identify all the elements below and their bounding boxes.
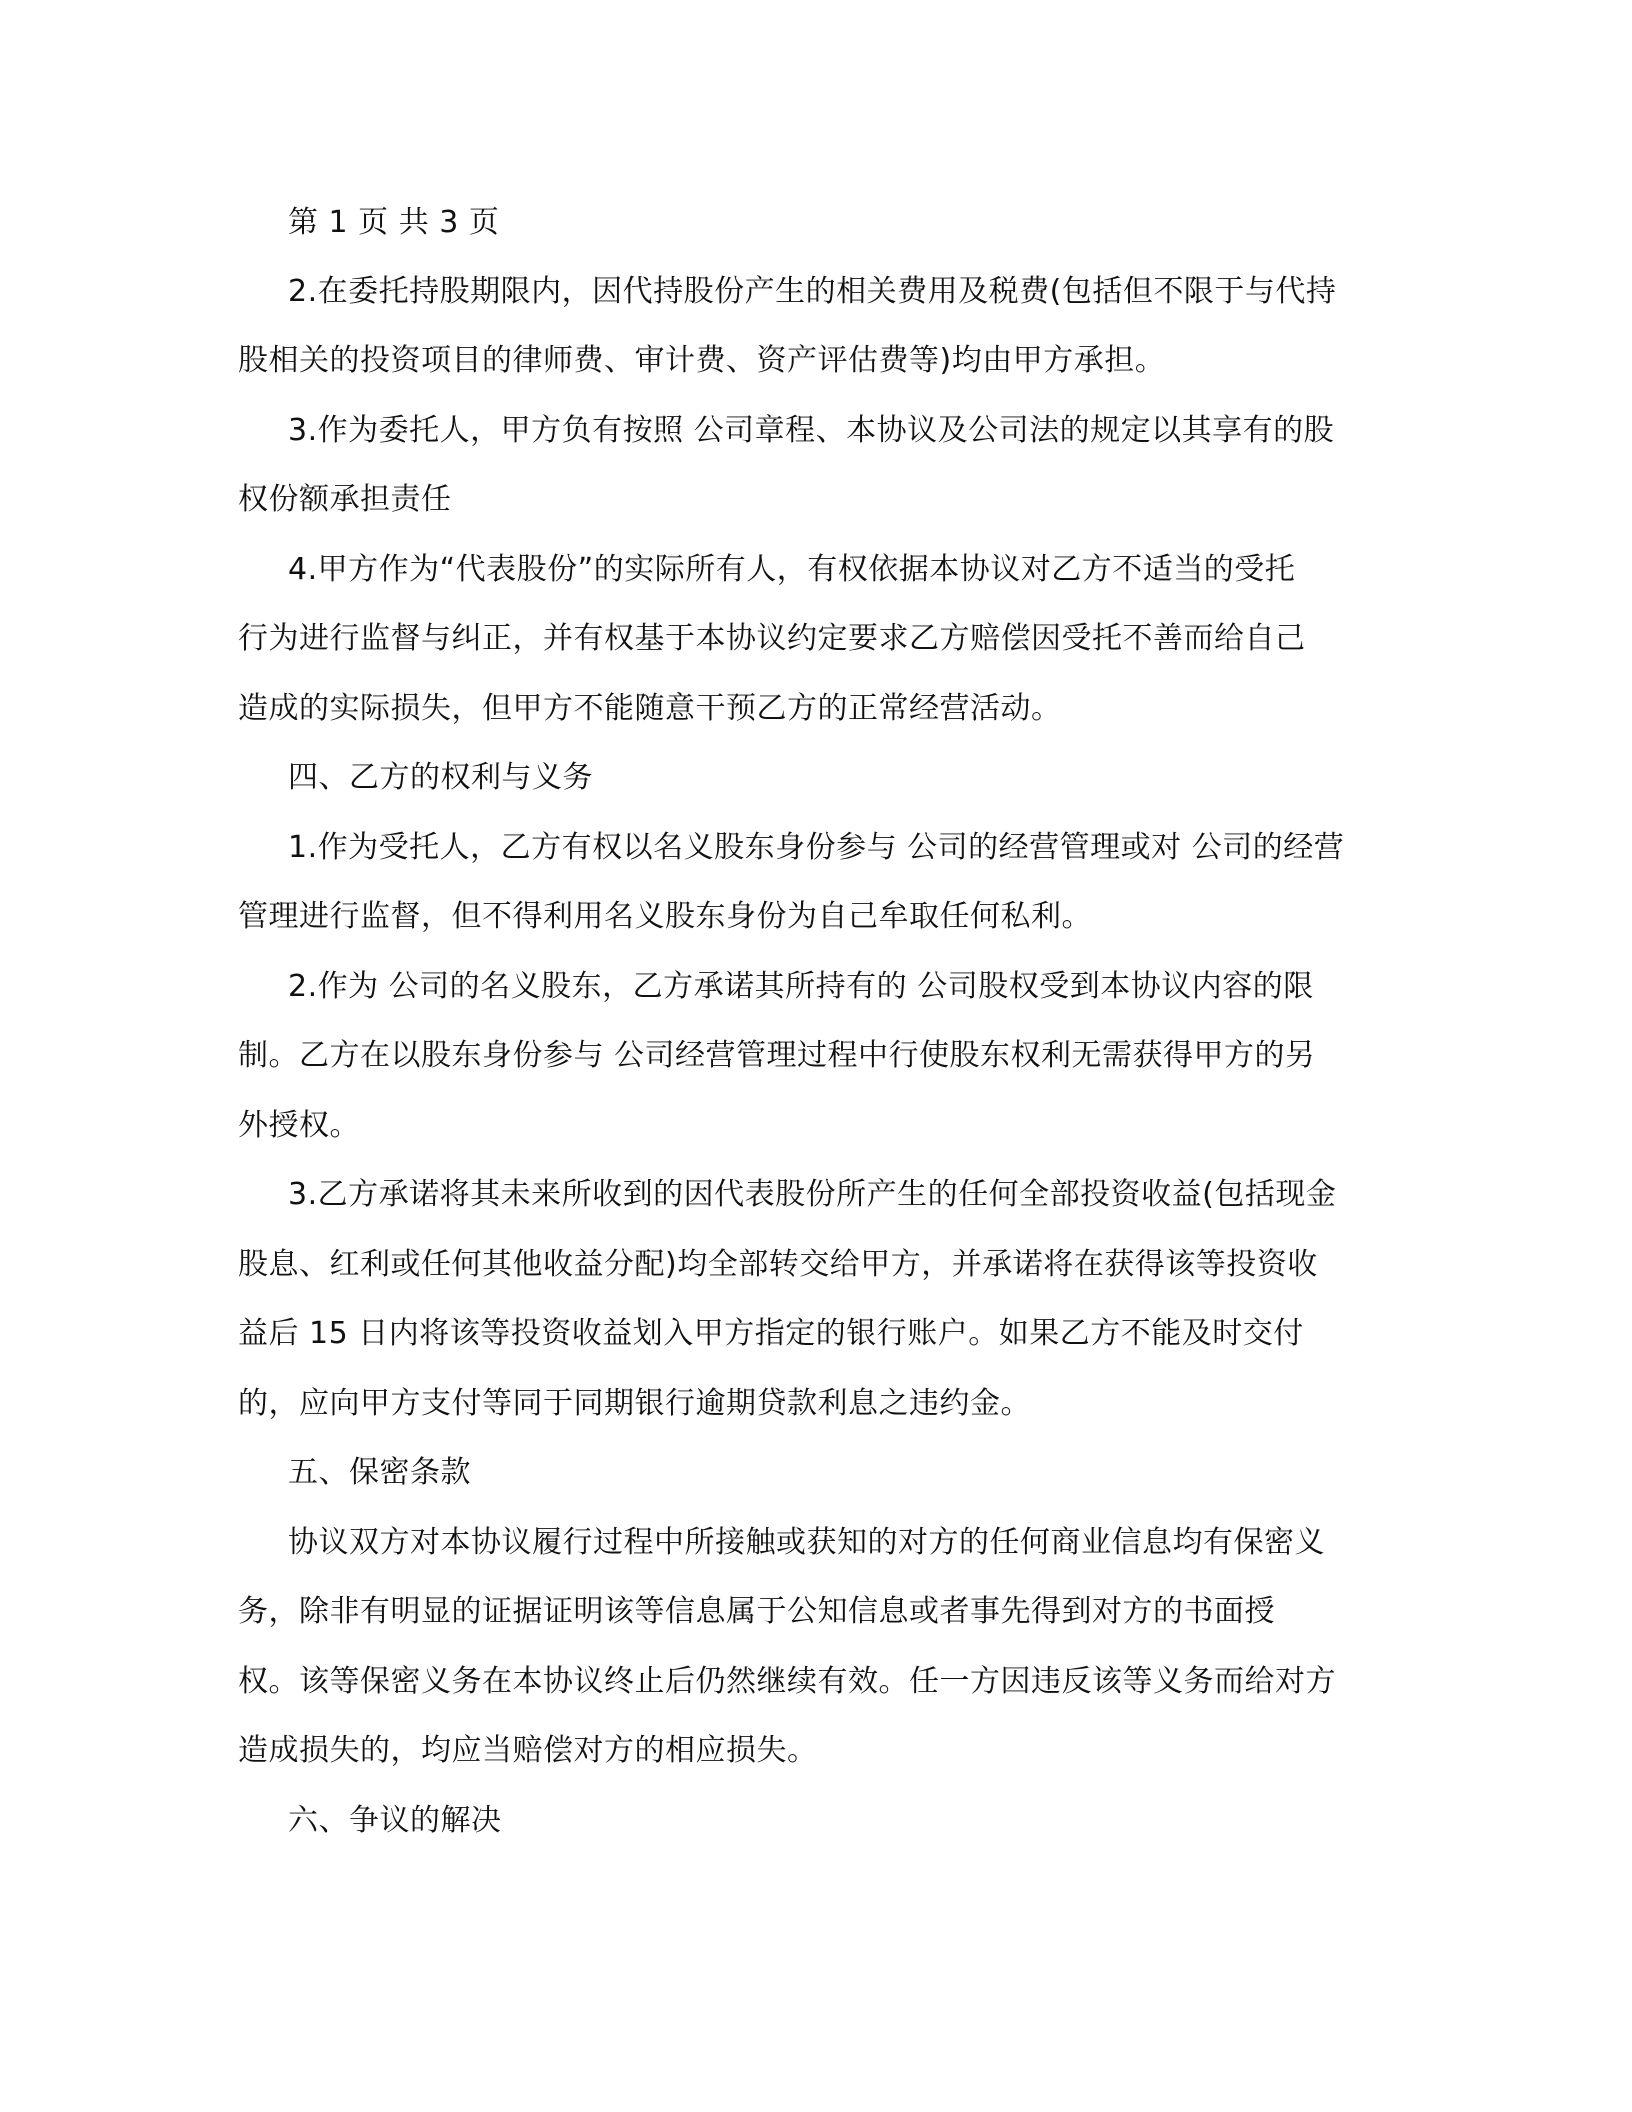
clause-5-line-3: 权。该等保密义务在本协议终止后仍然继续有效。任一方因违反该等义务而给对方 [238,1664,1336,1699]
clause-3-2-line-1: 2.在委托持股期限内，因代持股份产生的相关费用及税费(包括但不限于与代持 [288,274,1337,309]
clause-3-4-line-1: 4.甲方作为“代表股份”的实际所有人，有权依据本协议对乙方不适当的受托 [288,552,1296,587]
clause-3-3-line-2: 权份额承担责任 [238,482,452,517]
clause-4-3-line-3: 益后 15 日内将该等投资收益划入甲方指定的银行账户。如果乙方不能及时交付 [238,1316,1304,1351]
section-4-heading: 四、乙方的权利与义务 [288,760,593,795]
clause-3-2-line-2: 股相关的投资项目的律师费、审计费、资产评估费等)均由甲方承担。 [238,343,1166,378]
clause-3-4-line-3: 造成的实际损失，但甲方不能随意干预乙方的正常经营活动。 [238,691,1062,726]
clause-4-2-line-2: 制。乙方在以股东身份参与 公司经营管理过程中行使股东权利无需获得甲方的另 [238,1038,1316,1073]
clause-5-line-4: 造成损失的，均应当赔偿对方的相应损失。 [238,1733,818,1768]
clause-4-3-line-2: 股息、红利或任何其他收益分配)均全部转交给甲方，并承诺将在获得该等投资收 [238,1247,1318,1282]
clause-3-4-line-2: 行为进行监督与纠正，并有权基于本协议约定要求乙方赔偿因受托不善而给自己 [238,621,1306,656]
clause-4-2-line-1: 2.作为 公司的名义股东，乙方承诺其所持有的 公司股权受到本协议内容的限 [288,969,1314,1004]
section-6-heading: 六、争议的解决 [288,1803,502,1838]
clause-5-line-1: 协议双方对本协议履行过程中所接触或获知的对方的任何商业信息均有保密义 [288,1525,1325,1560]
clause-4-3-line-4: 的，应向甲方支付等同于同期银行逾期贷款利息之违约金。 [238,1386,1031,1421]
clause-4-2-line-3: 外授权。 [238,1108,360,1143]
clause-3-3-line-1: 3.作为委托人，甲方负有按照 公司章程、本协议及公司法的规定以其享有的股 [288,413,1335,448]
section-5-heading: 五、保密条款 [288,1455,471,1490]
clause-4-3-line-1: 3.乙方承诺将其未来所收到的因代表股份所产生的任何全部投资收益(包括现金 [288,1177,1337,1212]
clause-4-1-line-1: 1.作为受托人，乙方有权以名义股东身份参与 公司的经营管理或对 公司的经营 [288,830,1345,865]
page-indicator: 第 1 页 共 3 页 [288,205,500,240]
clause-5-line-2: 务，除非有明显的证据证明该等信息属于公知信息或者事先得到对方的书面授 [238,1594,1275,1629]
clause-4-1-line-2: 管理进行监督，但不得利用名义股东身份为自己牟取任何私利。 [238,899,1092,934]
